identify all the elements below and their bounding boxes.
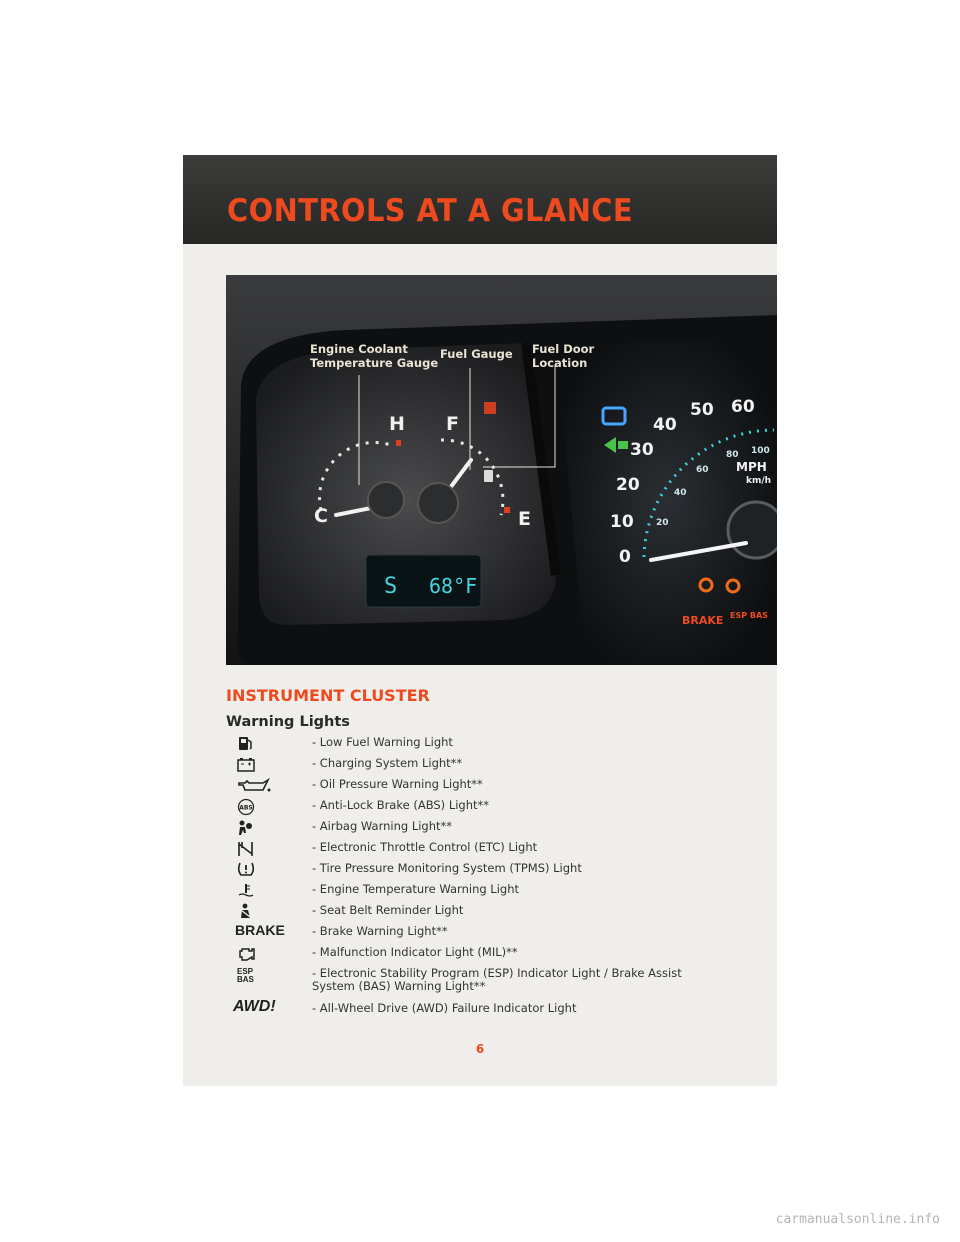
warning-text: - Electronic Throttle Control (ETC) Light — [312, 840, 538, 854]
warning-text: - Anti-Lock Brake (ABS) Light** — [312, 798, 490, 812]
temperature-display: 68°F — [429, 574, 478, 598]
warning-text: - Brake Warning Light** — [312, 924, 448, 938]
callout-fuel-door: Fuel Door Location — [532, 342, 595, 370]
instrument-cluster-photo — [226, 275, 777, 665]
abs-icon-label: ABS — [239, 804, 253, 812]
cold-label: C — [314, 505, 328, 527]
kmh-tick-100: 100 — [751, 446, 770, 456]
warning-text: - Tire Pressure Monitoring System (TPMS) Light — [312, 861, 582, 875]
esp-indicator: ESP BAS — [730, 611, 768, 620]
warning-text: - Airbag Warning Light** — [312, 819, 453, 833]
manual-page — [183, 155, 777, 1086]
kmh-label: km/h — [746, 476, 772, 486]
warning-text: - Charging System Light** — [312, 756, 463, 770]
kmh-tick-60: 60 — [696, 465, 709, 475]
gear-display: S — [384, 574, 398, 599]
speed-tick-30: 30 — [630, 440, 654, 460]
warning-text: - Engine Temperature Warning Light — [312, 882, 520, 896]
warning-text: - Oil Pressure Warning Light** — [312, 777, 483, 791]
fuel-pump-icon — [237, 735, 293, 753]
warning-text: - Electronic Stability Program (ESP) Indicator Light / Brake Assist System (BAS) Warning Light** — [312, 966, 682, 993]
warning-text: - Low Fuel Warning Light — [312, 735, 453, 749]
instrument-cluster-illustration — [226, 275, 777, 665]
empty-label: E — [518, 508, 531, 530]
speed-tick-40: 40 — [653, 415, 677, 435]
speed-tick-0: 0 — [619, 547, 631, 567]
brake-icon: BRAKE — [235, 922, 285, 938]
page-title: CONTROLS AT A GLANCE — [227, 193, 634, 229]
kmh-tick-20: 20 — [656, 518, 669, 528]
callout-engine-coolant: Engine Coolant Temperature Gauge — [310, 342, 439, 370]
hot-label: H — [389, 413, 405, 435]
warning-text: - Malfunction Indicator Light (MIL)** — [312, 945, 518, 959]
page-number: 6 — [475, 1042, 485, 1056]
speed-tick-10: 10 — [610, 512, 634, 532]
speed-tick-60: 60 — [731, 397, 755, 417]
tire-pressure-icon — [237, 861, 293, 879]
oil-can-icon — [237, 777, 293, 795]
abs-icon — [237, 798, 293, 816]
mph-label: MPH — [736, 460, 767, 474]
warning-text: - All-Wheel Drive (AWD) Failure Indicator Light — [312, 1001, 577, 1015]
awd-icon: AWD! — [233, 998, 276, 1015]
section-subtitle: Warning Lights — [226, 714, 350, 730]
throttle-icon — [237, 840, 293, 858]
callout-fuel-gauge: Fuel Gauge — [440, 347, 513, 361]
page-header — [183, 155, 777, 244]
engine-check-icon — [237, 945, 293, 963]
kmh-tick-40: 40 — [674, 488, 687, 498]
seat-belt-icon — [237, 903, 293, 921]
full-label: F — [446, 413, 459, 435]
speed-tick-50: 50 — [690, 400, 714, 420]
esp-bas-icon: ESP BAS — [237, 967, 254, 984]
watermark: carmanualsonline.info — [775, 1212, 940, 1227]
brake-indicator: BRAKE — [682, 614, 724, 627]
airbag-icon — [237, 819, 293, 837]
kmh-tick-80: 80 — [726, 450, 739, 460]
section-title: INSTRUMENT CLUSTER — [226, 686, 430, 705]
speed-tick-20: 20 — [616, 475, 640, 495]
odometer-display — [366, 555, 481, 607]
warning-text: - Seat Belt Reminder Light — [312, 903, 464, 917]
battery-icon — [237, 756, 293, 774]
engine-temp-icon — [237, 882, 293, 900]
